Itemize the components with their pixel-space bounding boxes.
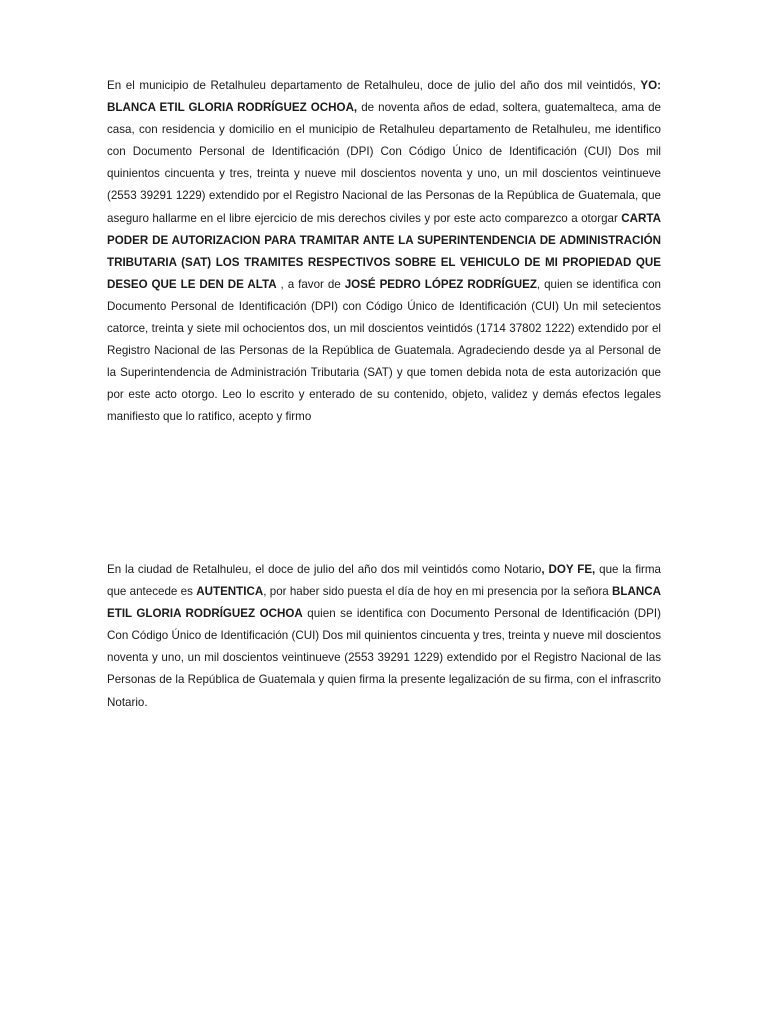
text-segment: En la ciudad de Retalhuleu, el doce de julio del año dos mil veintidós como Notario [107,563,542,576]
text-segment: En el municipio de Retalhuleu departamento de Retalhuleu, doce de julio del año dos mil veintidós, [107,79,641,92]
text-segment: , a favor de [276,277,345,291]
doy-fe-phrase: , DOY FE, [541,563,596,576]
text-segment: de noventa años de edad, soltera, guatemalteca, ama de casa, con residencia y domicilio en el municipio de Retalhuleu departamento de Retalhuleu, me identifico con Documento Personal de Identificación (DPI) Con Código Único de Identificación (CUI) Dos mil quinientos cincuenta y tres, treinta y nueve mil doscientos noventa y uno, un mil doscientos veintinueve (2553 39291 1229) extendido por el Registro Nacional de las Personas de la República de Guatemala, que aseguro hallarme en el libre ejercicio de mis derechos civiles y por este acto comparezco a otorgar [107,101,661,225]
notary-authentication-paragraph [107,559,661,714]
power-of-attorney-paragraph [107,75,661,429]
grantor-name: YO: BLANCA ETIL GLORIA RODRÍGUEZ OCHOA, [107,79,661,115]
text-segment: , quien se identifica con Documento Personal de Identificación (DPI) con Código Único de Identificación (CUI) Un mil setecientos catorce, treinta y siete mil ochocientos dos, un mil doscientos veintidós (1714 37802 1222) extendido por el Registro Nacional de las Personas de la República de Guatemala. Agradeciendo desde ya al Personal de la Superintendencia de Administración Tributaria (SAT) y que tomen debida nota de esta autorización que por este acto otorgo. Leo lo escrito y enterado de su contenido, objeto, validez y demás efectos legales manifiesto que lo ratifico, acepto y firmo [107,277,661,424]
autentica-word: AUTENTICA [196,585,264,599]
grantee-name: JOSÉ PEDRO LÓPEZ RODRÍGUEZ [344,277,537,291]
text-segment: que la firma que antecede es [107,563,662,599]
document-title-phrase: CARTA PODER DE AUTORIZACION PARA TRAMITAR ANTE LA SUPERINTENDENCIA DE ADMINISTRACIÓN TRIBUTARIA (SAT) LOS TRAMITES RESPECTIVOS SOBRE EL VEHICULO DE MI PROPIEDAD QUE DESEO QUE LE DEN DE ALTA [107,211,661,291]
text-segment: , por haber sido puesta el día de hoy en mi presencia por la señora [263,585,613,599]
signer-name: BLANCA ETIL GLORIA RODRÍGUEZ OCHOA [107,585,661,621]
text-segment: quien se identifica con Documento Personal de Identificación (DPI) Con Código Único de Identificación (CUI) Dos mil quinientos cincuenta y tres, treinta y nueve mil doscientos noventa y uno, un mil doscientos veintinueve (2553 39291 1229) extendido por el Registro Nacional de las Personas de la República de Guatemala y quien firma la presente legalización de su firma, con el infrascrito Notario. [107,607,661,709]
